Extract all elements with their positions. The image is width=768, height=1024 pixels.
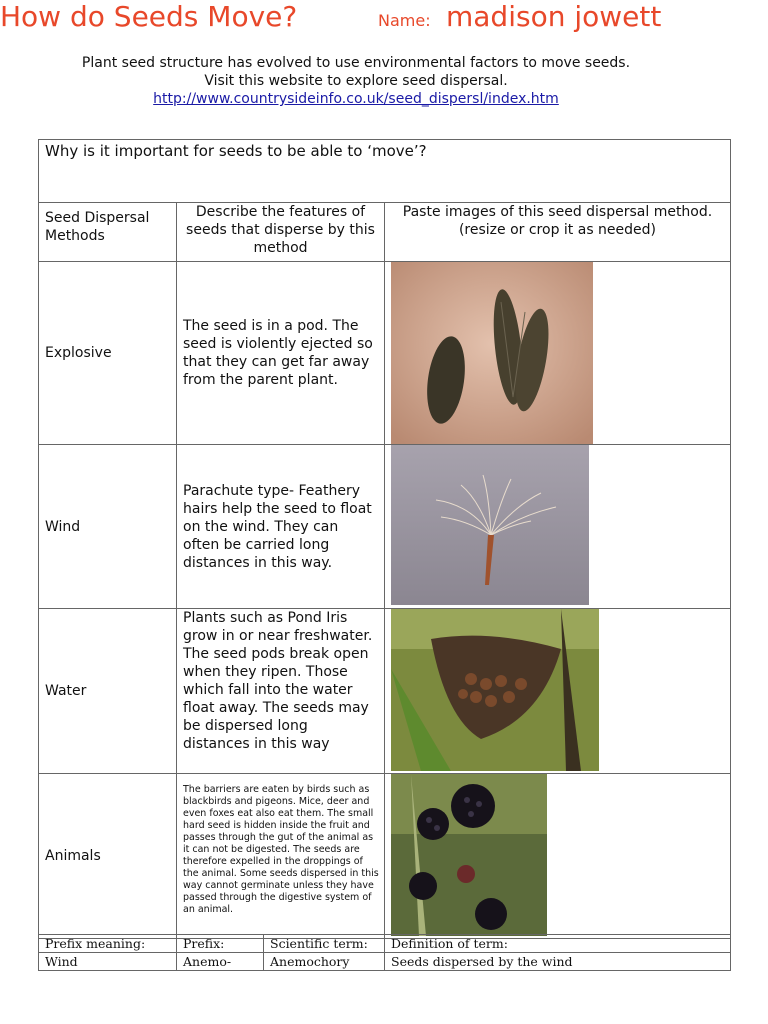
title-row (0, 0, 768, 40)
feathery-seed-photo (391, 445, 730, 605)
intro-line-2: Visit this website to explore seed dispersal. (204, 73, 508, 89)
question-cell[interactable]: Why is it important for seeds to be able to ‘move’? (39, 140, 731, 203)
image-cell-wind[interactable] (385, 445, 731, 609)
website-link[interactable]: http://www.countrysideinfo.co.uk/seed_dispersl/index.htm (153, 91, 559, 107)
method-water: Water (39, 609, 177, 774)
seed-pod-photo (391, 262, 730, 444)
prefix-table (38, 934, 731, 971)
description-wind[interactable]: Parachute type- Feathery hairs help the seed to float on the wind. They can often be carried long distances in this way. (177, 445, 385, 609)
prefix-data-row (39, 953, 731, 971)
image-cell-water[interactable] (385, 609, 731, 774)
prefix-value[interactable]: Anemo- (177, 953, 264, 971)
description-explosive[interactable]: The seed is in a pod. The seed is violently ejected so that they can get far away from the parent plant. (177, 262, 385, 445)
blackberry-photo (391, 774, 730, 936)
description-animals[interactable]: The barriers are eaten by birds such as blackbirds and pigeons. Mice, deer and even foxes eat also eat them. The small hard seed is hidden inside the fruit and passes through the gut of the animal as it can not be digested. The seeds are therefore expelled in the droppings of the animal. Some seeds dispersed in this way cannot germinate unless they have passed through the digestive system of an animal. (177, 774, 385, 939)
method-explosive: Explosive (39, 262, 177, 445)
image-cell-explosive[interactable] (385, 262, 731, 445)
intro-line-1: Plant seed structure has evolved to use environmental factors to move seeds. (81, 55, 631, 71)
prefix-meaning-value[interactable]: Wind (39, 953, 177, 971)
header-images: Paste images of this seed dispersal method. (resize or crop it as needed) (385, 203, 731, 262)
seed-dispersal-table (38, 139, 731, 939)
name-value[interactable]: madison jowett (446, 0, 662, 33)
prefix-header-definition: Definition of term: (385, 935, 731, 953)
page-title: How do Seeds Move? (0, 0, 298, 33)
method-animals: Animals (39, 774, 177, 939)
header-methods: Seed Dispersal Methods (39, 203, 177, 262)
prefix-header-row (39, 935, 731, 953)
definition-value[interactable]: Seeds dispersed by the wind (385, 953, 731, 971)
iris-pod-photo (391, 609, 730, 771)
header-features: Describe the features of seeds that disperse by this method (177, 203, 385, 262)
prefix-header-prefix: Prefix: (177, 935, 264, 953)
method-wind: Wind (39, 445, 177, 609)
prefix-header-meaning: Prefix meaning: (39, 935, 177, 953)
prefix-header-term: Scientific term: (264, 935, 385, 953)
image-cell-animals[interactable] (385, 774, 731, 939)
description-water[interactable]: Plants such as Pond Iris grow in or near freshwater. The seed pods break open when they ripen. Those which fall into the water float away. The seeds may be dispersed long distances in this way (177, 609, 385, 774)
intro-text (0, 54, 712, 108)
scientific-term-value[interactable]: Anemochory (264, 953, 385, 971)
name-label: Name: (378, 11, 431, 30)
